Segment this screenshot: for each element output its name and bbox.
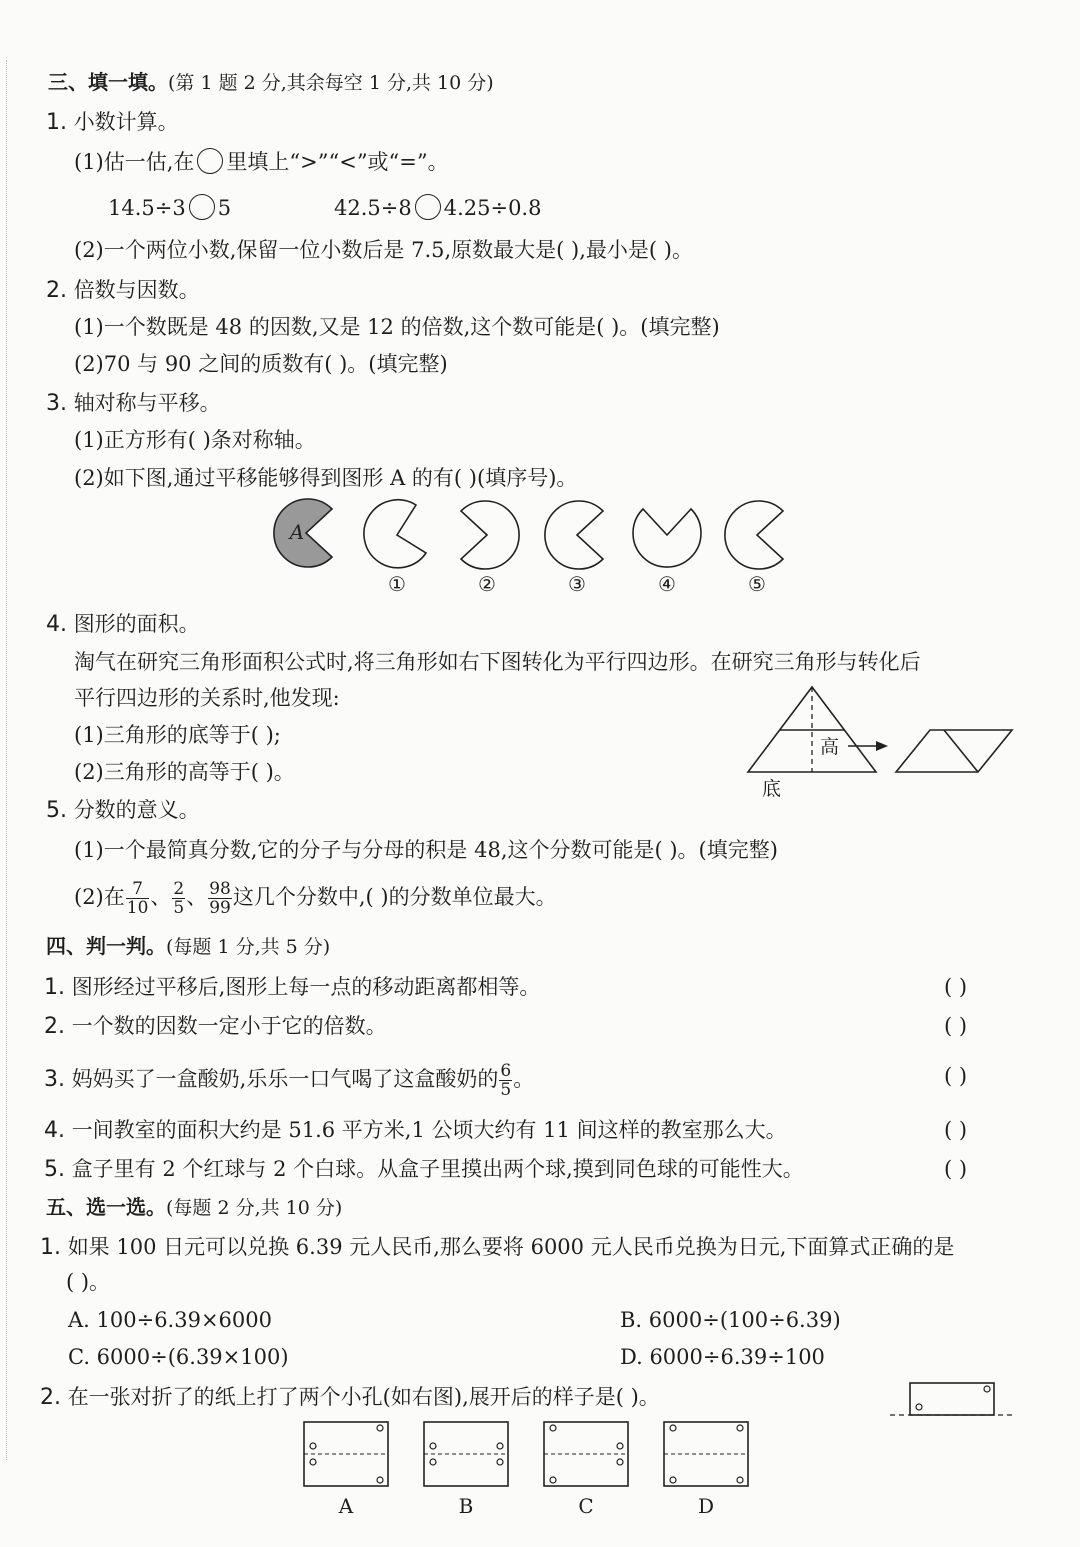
- paper-option-label-d[interactable]: D: [697, 1494, 715, 1518]
- base-label: 底: [762, 778, 782, 800]
- folded-paper: [890, 1383, 1012, 1415]
- choice-q1-option-d[interactable]: D. 6000÷6.39÷100: [620, 1345, 825, 1369]
- choice-q1-option-a[interactable]: A. 100÷6.39×6000: [68, 1308, 272, 1332]
- question-number: 1.: [46, 110, 67, 135]
- q3-3-part1: (1)正方形有( )条对称轴。: [74, 428, 316, 452]
- paper-option-b: [424, 1422, 508, 1486]
- question-number: 5.: [46, 798, 67, 823]
- text: (2)在: [74, 885, 125, 909]
- question-number: 1.: [44, 975, 65, 1000]
- numerator: 6: [500, 1061, 512, 1081]
- answer-blank[interactable]: ( ): [944, 1157, 968, 1181]
- question-title: 图形的面积。: [73, 612, 200, 636]
- question-number: 1.: [40, 1235, 61, 1260]
- statement: 一间教室的面积大约是 51.6 平方米,1 公顷大约有 11 间这样的教室那么大。: [71, 1118, 787, 1142]
- question-number: 2.: [46, 278, 67, 303]
- denominator: 10: [126, 898, 149, 918]
- question-text: 如果 100 日元可以兑换 6.39 元人民币,那么要将 6000 元人民币兑换为日元,下面算式正确的是: [67, 1235, 955, 1259]
- paper-option-label-a[interactable]: A: [338, 1494, 354, 1518]
- answer-blank[interactable]: ( ): [944, 1064, 968, 1088]
- paper-option-label-b[interactable]: B: [458, 1494, 474, 1518]
- option-label-5: ⑤: [748, 572, 766, 596]
- numerator: 2: [173, 879, 185, 899]
- statement: 图形经过平移后,图形上每一点的移动距离都相等。: [71, 975, 541, 999]
- q3-5-part1: (1)一个最简真分数,它的分子与分母的积是 48,这个分数可能是( )。(填完整): [74, 838, 778, 862]
- choice-q1-option-c[interactable]: C. 6000÷(6.39×100): [68, 1345, 289, 1369]
- question-number: 4.: [46, 612, 67, 637]
- question-number: 2.: [40, 1385, 61, 1410]
- denominator: 5: [173, 898, 185, 918]
- option-label-2: ②: [478, 572, 496, 596]
- answer-blank[interactable]: ( ): [944, 1014, 968, 1038]
- question-text: 在一张对折了的纸上打了两个小孔(如右图),展开后的样子是( )。: [67, 1385, 660, 1409]
- statement: 一个数的因数一定小于它的倍数。: [71, 1014, 387, 1038]
- option-label-1: ①: [388, 572, 406, 596]
- question-number: 4.: [44, 1118, 65, 1143]
- choice-q1-text2: ( )。: [66, 1270, 111, 1294]
- separator: 、: [186, 885, 208, 909]
- question-number: 5.: [44, 1157, 65, 1182]
- question-number: 3.: [44, 1067, 65, 1092]
- question-title: 分数的意义。: [73, 798, 200, 822]
- expr-right: 4.25÷0.8: [443, 196, 542, 220]
- section-3-title: 三、填一填。: [48, 70, 168, 94]
- paper-option-a: [304, 1422, 388, 1486]
- choice-q1-option-b[interactable]: B. 6000÷(100÷6.39): [620, 1308, 841, 1332]
- question-title: 轴对称与平移。: [73, 391, 221, 415]
- section-4-note: (每题 1 分,共 5 分): [166, 936, 331, 958]
- q3-3-part2: (2)如下图,通过平移能够得到图形 A 的有( )(填序号)。: [74, 466, 578, 490]
- q3-1-part2: (2)一个两位小数,保留一位小数后是 7.5,原数最大是( ),最小是( )。: [74, 238, 693, 262]
- denominator: 5: [500, 1080, 512, 1100]
- expr-left: 14.5÷3: [108, 196, 186, 220]
- q3-2-part2: (2)70 与 90 之间的质数有( )。(填完整): [74, 352, 448, 376]
- q3-4-desc2: 平行四边形的关系时,他发现:: [74, 686, 340, 710]
- text: 。: [513, 1067, 535, 1091]
- paper-option-label-c[interactable]: C: [578, 1494, 594, 1518]
- separator: 、: [150, 885, 172, 909]
- section-5-title: 五、选一选。: [46, 1195, 166, 1219]
- numerator: 7: [126, 880, 150, 899]
- q3-4-desc1: 淘气在研究三角形面积公式时,将三角形如右下图转化为平行四边形。在研究三角形与转化后: [74, 650, 921, 674]
- shape-a-label: A: [289, 520, 305, 544]
- section-3-note: (第 1 题 2 分,其余每空 1 分,共 10 分): [168, 72, 494, 94]
- text: 这几个分数中,( )的分数单位最大。: [232, 885, 557, 909]
- q3-2-part1: (1)一个数既是 48 的因数,又是 12 的倍数,这个数可能是( )。(填完整): [74, 315, 720, 339]
- text: 里填上“>”“<”或“=”。: [226, 150, 449, 174]
- section-4-title: 四、判一判。: [46, 934, 166, 958]
- statement: 妈妈买了一盒酸奶,乐乐一口气喝了这盒酸奶的: [71, 1067, 499, 1091]
- answer-blank[interactable]: ( ): [944, 1118, 968, 1142]
- expr-left: 42.5÷8: [334, 196, 412, 220]
- statement: 盒子里有 2 个红球与 2 个白球。从盒子里摸出两个球,摸到同色球的可能性大。: [71, 1157, 804, 1181]
- question-title: 倍数与因数。: [73, 278, 200, 302]
- option-label-3: ③: [568, 572, 586, 596]
- height-label: 高: [820, 736, 840, 758]
- question-number: 3.: [46, 391, 67, 416]
- text: (1)估一估,在: [74, 150, 195, 174]
- option-label-4: ④: [658, 572, 676, 596]
- paper-option-c: [544, 1422, 628, 1486]
- question-title: 小数计算。: [73, 110, 179, 134]
- paper-option-d: [664, 1422, 748, 1486]
- section-5-note: (每题 2 分,共 10 分): [166, 1197, 343, 1219]
- q3-4-part1: (1)三角形的底等于( );: [74, 723, 281, 747]
- q3-4-part2: (2)三角形的高等于( )。: [74, 760, 295, 784]
- answer-blank[interactable]: ( ): [944, 975, 968, 999]
- numerator: 98: [209, 879, 231, 899]
- question-number: 2.: [44, 1014, 65, 1039]
- denominator: 99: [209, 898, 231, 918]
- expr-right: 5: [217, 196, 232, 220]
